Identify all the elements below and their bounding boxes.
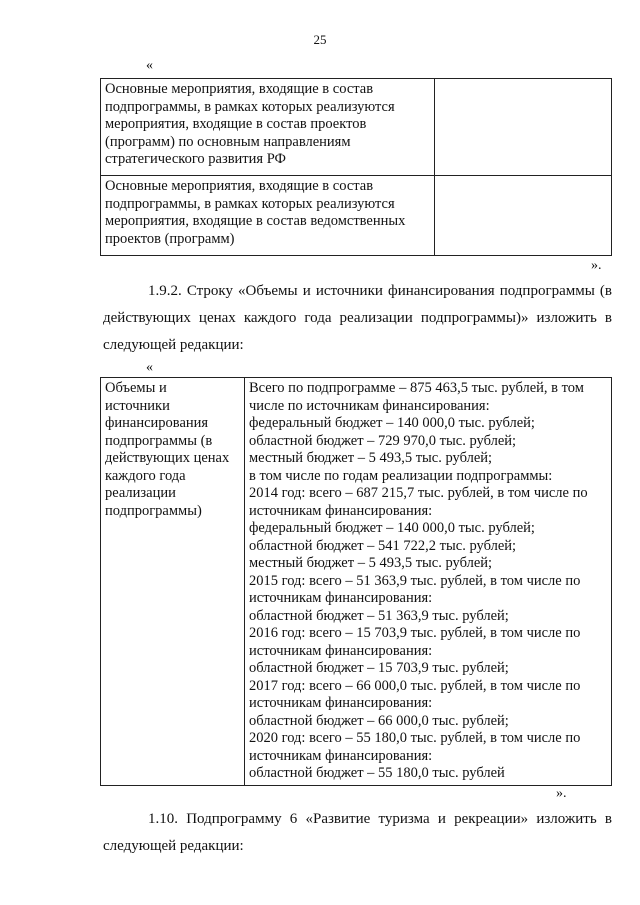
text-line: областной бюджет – 729 970,0 тыс. рублей; — [249, 432, 517, 449]
table1-open-quote: « — [146, 58, 153, 73]
text-line: 1.9.2. Строку «Объемы и источники финансирования подпрограммы (в — [148, 283, 612, 299]
table2-open-quote: « — [146, 360, 153, 375]
text-line: 2014 год: всего – 687 215,7 тыс. рублей, в том числе по — [249, 485, 588, 501]
text-line: областной бюджет – 541 722,2 тыс. рублей; — [249, 537, 517, 554]
table2-label-cell — [101, 378, 245, 786]
table1-row2-text — [101, 176, 435, 256]
text-line: федеральный бюджет – 140 000,0 тыс. рублей; — [249, 415, 535, 431]
table-2 — [100, 377, 612, 786]
table1-row2-empty — [435, 176, 612, 256]
table-row — [101, 378, 612, 786]
text-line: областной бюджет – 66 000,0 тыс. рублей; — [249, 712, 509, 729]
table-row — [101, 176, 612, 256]
table2-value-cell — [245, 378, 612, 786]
text-line: числе по источникам финансирования: — [249, 397, 490, 414]
table-1 — [100, 78, 612, 256]
paragraph-1-10 — [103, 806, 612, 860]
text-line: 2015 год: всего – 51 363,9 тыс. рублей, в том числе по — [249, 572, 581, 589]
text-line: областной бюджет – 55 180,0 тыс. рублей — [249, 765, 505, 781]
text-line: 1.10. Подпрограмму 6 «Развитие туризма и рекреации» изложить в — [148, 811, 612, 827]
text-line: мероприятия, входящие в состав ведомственных — [105, 213, 406, 229]
table-row — [101, 79, 612, 176]
text-line: источникам финансирования: — [249, 590, 433, 606]
table1-row1-text — [101, 79, 435, 176]
text-line: (программ) по основным направлениям — [105, 133, 351, 150]
text-line: Основные мероприятия, входящие в состав — [105, 178, 374, 194]
page-number: 25 — [313, 32, 327, 47]
text-line: источники — [105, 397, 170, 414]
text-line: действующих ценах каждого года реализации подпрограммы)» изложить в — [103, 310, 612, 326]
text-line: Всего по подпрограмме – 875 463,5 тыс. рублей, в том — [249, 380, 584, 396]
text-line: источникам финансирования: — [249, 695, 433, 711]
text-line: стратегического развития РФ — [105, 151, 286, 167]
text-line: действующих ценах — [105, 450, 230, 466]
text-line: 2017 год: всего – 66 000,0 тыс. рублей, в том числе по — [249, 677, 581, 694]
text-line: подпрограммы, в рамках которых реализуются — [105, 98, 395, 115]
text-line: следующей редакции: — [103, 337, 244, 353]
text-line: подпрограммы (в — [105, 432, 213, 449]
text-line: подпрограммы, в рамках которых реализуются — [105, 195, 395, 212]
text-line: федеральный бюджет – 140 000,0 тыс. рублей; — [249, 520, 535, 536]
text-line: областной бюджет – 51 363,9 тыс. рублей; — [249, 607, 509, 624]
text-line: в том числе по годам реализации подпрограммы: — [249, 467, 553, 484]
table2-close-quote: ». — [556, 786, 567, 801]
text-line: местный бюджет – 5 493,5 тыс. рублей; — [249, 450, 493, 466]
text-line: реализации — [105, 485, 176, 501]
text-line: следующей редакции: — [103, 838, 244, 854]
text-line: финансирования — [105, 415, 209, 431]
text-line: источникам финансирования: — [249, 502, 433, 519]
table1-row1-empty — [435, 79, 612, 176]
paragraph-1-9-2 — [103, 278, 612, 359]
text-line: областной бюджет – 15 703,9 тыс. рублей; — [249, 660, 509, 676]
text-line: местный бюджет – 5 493,5 тыс. рублей; — [249, 555, 493, 571]
text-line: источникам финансирования: — [249, 642, 433, 659]
table1-close-quote: ». — [591, 258, 602, 273]
text-line: Основные мероприятия, входящие в состав — [105, 81, 374, 97]
text-line: 2016 год: всего – 15 703,9 тыс. рублей, в том числе по — [249, 625, 581, 641]
text-line: 2020 год: всего – 55 180,0 тыс. рублей, в том числе по — [249, 730, 581, 746]
text-line: проектов (программ) — [105, 230, 235, 247]
text-line: подпрограммы) — [105, 502, 202, 519]
text-line: каждого года — [105, 467, 186, 484]
text-line: Объемы и — [105, 380, 167, 396]
text-line: источникам финансирования: — [249, 747, 433, 764]
text-line: мероприятия, входящие в состав проектов — [105, 116, 367, 132]
